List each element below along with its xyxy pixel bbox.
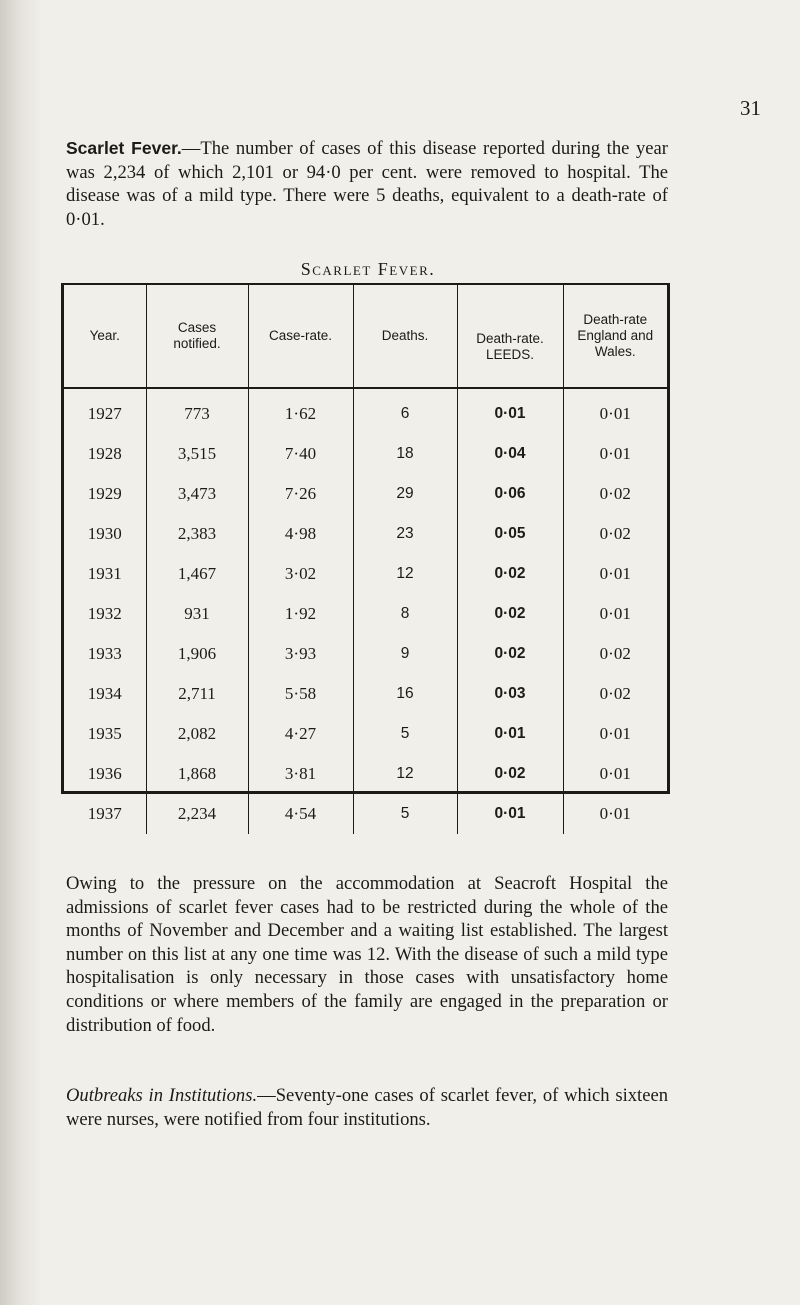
section-heading: Scarlet Fever. <box>66 138 182 158</box>
table-row <box>64 554 667 594</box>
cell-death-rate-england-wales: 0·02 <box>563 514 667 554</box>
cell-death-rate-england-wales: 0·01 <box>563 754 667 794</box>
table-row <box>64 634 667 674</box>
cell-case-rate: 1·62 <box>248 388 353 434</box>
scarlet-fever-table <box>61 283 670 823</box>
cell-death-rate-england-wales: 0·01 <box>563 594 667 634</box>
table-body <box>64 388 667 834</box>
cell-cases: 2,383 <box>146 514 248 554</box>
table-row <box>64 594 667 634</box>
cell-year: 1927 <box>87 404 122 423</box>
cell-year: 1928 <box>87 444 122 463</box>
cell-case-rate: 4·54 <box>248 794 353 834</box>
cell-death-rate-england-wales: 0·02 <box>563 634 667 674</box>
cell-year: 1929 <box>87 484 122 503</box>
table-row <box>64 474 667 514</box>
cell-death-rate-england-wales: 0·01 <box>563 714 667 754</box>
header-case-rate: Case-rate. <box>248 285 353 388</box>
header-death-rate-leeds: Death-rate. LEEDS. <box>457 285 563 388</box>
cell-cases: 1,868 <box>146 754 248 794</box>
cell-deaths: 5 <box>353 794 457 834</box>
cell-case-rate: 3·81 <box>248 754 353 794</box>
cell-death-rate-england-wales: 0·02 <box>563 674 667 714</box>
cell-death-rate-leeds: 0·01 <box>457 388 563 434</box>
cell-death-rate-leeds: 0·06 <box>457 474 563 514</box>
cell-year: 1935 <box>87 724 122 743</box>
page-edge-shadow <box>0 0 42 1305</box>
cell-death-rate-leeds: 0·03 <box>457 674 563 714</box>
table-row <box>64 794 667 834</box>
cell-case-rate: 3·93 <box>248 634 353 674</box>
cell-case-rate: 1·92 <box>248 594 353 634</box>
cell-case-rate: 7·26 <box>248 474 353 514</box>
cell-death-rate-england-wales: 0·01 <box>563 554 667 594</box>
cell-year: 1931 <box>87 564 122 583</box>
cell-death-rate-england-wales: 0·01 <box>563 794 667 834</box>
cell-death-rate-england-wales: 0·01 <box>563 434 667 474</box>
cell-year: 1937 <box>87 804 122 823</box>
outbreaks-text: —Seventy-one cases of scarlet fever, of which sixteen were nurses, were notified from four institutions. <box>66 1085 668 1130</box>
cell-death-rate-england-wales: 0·02 <box>563 474 667 514</box>
table-header-row <box>64 285 667 388</box>
cell-death-rate-leeds: 0·02 <box>457 594 563 634</box>
cell-year: 1933 <box>87 644 122 663</box>
cell-cases: 1,467 <box>146 554 248 594</box>
outbreaks-heading: Outbreaks in Institutions. <box>66 1085 258 1106</box>
cell-year: 1934 <box>87 684 122 703</box>
cell-death-rate-leeds: 0·02 <box>457 634 563 674</box>
cell-death-rate-leeds: 0·01 <box>457 794 563 834</box>
cell-case-rate: 7·40 <box>248 434 353 474</box>
cell-death-rate-leeds: 0·05 <box>457 514 563 554</box>
cell-deaths: 16 <box>353 674 457 714</box>
header-year: Year. <box>64 285 146 388</box>
cell-year: 1936 <box>87 764 122 783</box>
cell-cases: 1,906 <box>146 634 248 674</box>
table-row <box>64 514 667 554</box>
accommodation-paragraph: Owing to the pressure on the accommodation at Seacroft Hospital the admissions of scarlet fever cases had to be restricted during the whole of the months of November and December and a waiting list established. The largest number on this list at any one time was 12. With the disease of such a mild type hospitalisation is only necessary in those cases with unsatisfactory home conditions or where members of the family are engaged in the preparation or distribution of food. <box>66 873 668 1036</box>
cell-deaths: 9 <box>353 634 457 674</box>
header-death-rate-england-wales: Death-rate England and Wales. <box>563 285 667 388</box>
cell-case-rate: 3·02 <box>248 554 353 594</box>
cell-deaths: 29 <box>353 474 457 514</box>
cell-deaths: 6 <box>353 388 457 434</box>
table-title: Scarlet Fever. <box>300 259 436 279</box>
table-row <box>64 674 667 714</box>
cell-cases: 2,234 <box>146 794 248 834</box>
cell-case-rate: 5·58 <box>248 674 353 714</box>
intro-text: —The number of cases of this disease reported during the year was 2,234 of which 2,101 or 94·0 per cent. were removed to hospital. The disease was of a mild type. There were 5 deaths, equivalent to a death-rate of 0·01. <box>66 138 668 230</box>
cell-death-rate-leeds: 0·01 <box>457 714 563 754</box>
cell-cases: 3,515 <box>146 434 248 474</box>
cell-death-rate-england-wales: 0·01 <box>563 388 667 434</box>
cell-deaths: 12 <box>353 754 457 794</box>
table-row <box>64 434 667 474</box>
cell-cases: 931 <box>146 594 248 634</box>
table-row <box>64 714 667 754</box>
header-deaths: Deaths. <box>353 285 457 388</box>
table-row <box>64 754 667 794</box>
cell-deaths: 5 <box>353 714 457 754</box>
cell-cases: 2,711 <box>146 674 248 714</box>
cell-year: 1930 <box>87 524 122 543</box>
cell-case-rate: 4·98 <box>248 514 353 554</box>
cell-case-rate: 4·27 <box>248 714 353 754</box>
cell-death-rate-leeds: 0·04 <box>457 434 563 474</box>
cell-deaths: 8 <box>353 594 457 634</box>
header-cases-notified: Cases notified. <box>146 285 248 388</box>
cell-death-rate-leeds: 0·02 <box>457 754 563 794</box>
outbreaks-paragraph <box>66 1084 668 1131</box>
cell-cases: 2,082 <box>146 714 248 754</box>
intro-paragraph <box>66 137 668 231</box>
cell-cases: 3,473 <box>146 474 248 514</box>
cell-cases: 773 <box>146 388 248 434</box>
cell-death-rate-leeds: 0·02 <box>457 554 563 594</box>
cell-year: 1932 <box>87 604 122 623</box>
cell-deaths: 12 <box>353 554 457 594</box>
cell-deaths: 23 <box>353 514 457 554</box>
table-row <box>64 388 667 434</box>
cell-deaths: 18 <box>353 434 457 474</box>
page-number: 31 <box>740 96 761 120</box>
